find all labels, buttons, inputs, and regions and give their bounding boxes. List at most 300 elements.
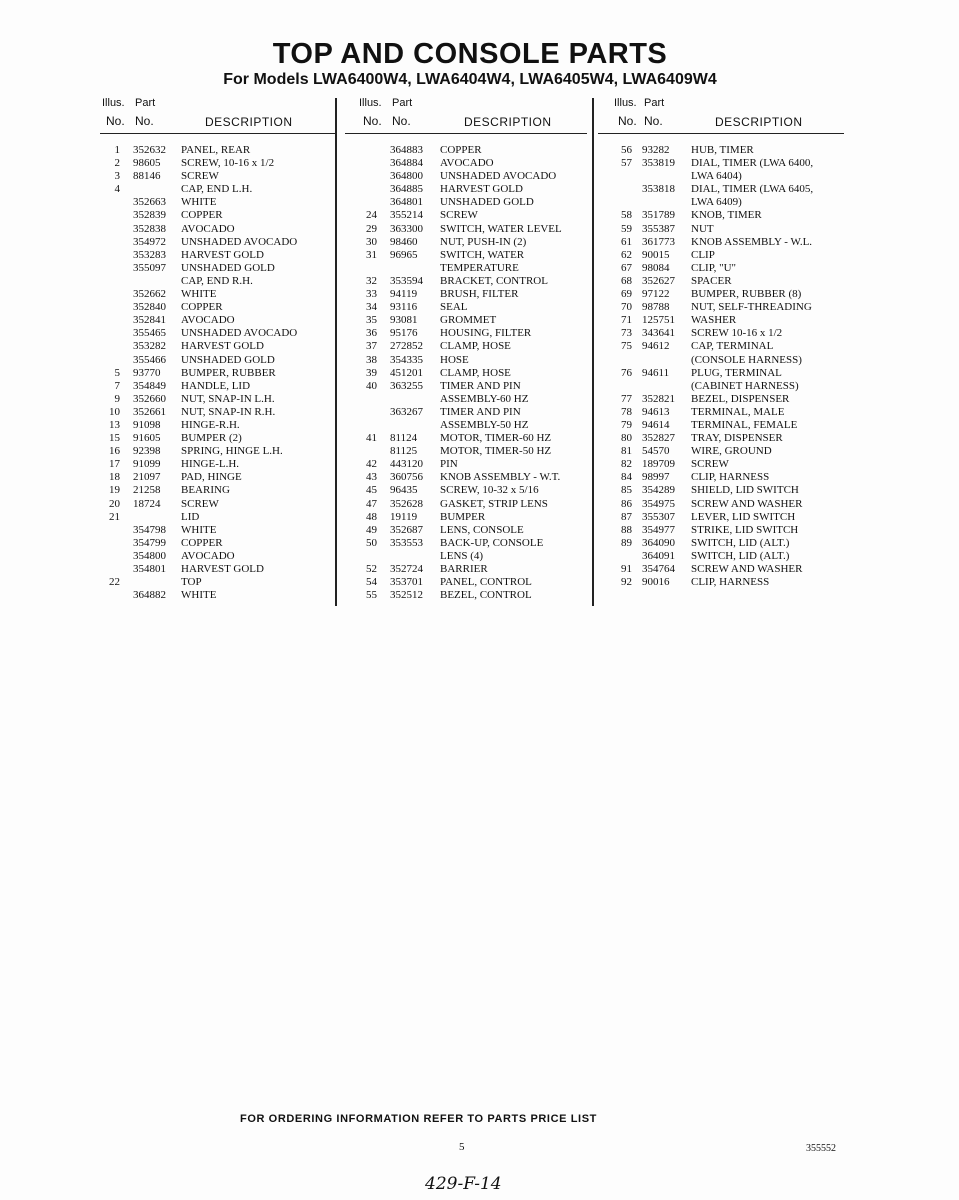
part-label: Part: [392, 97, 413, 109]
table-row: [345, 484, 587, 497]
table-row: [345, 563, 587, 576]
table-row: [598, 249, 844, 262]
illus-number: 58: [621, 209, 632, 222]
part-description: HINGE-R.H.: [181, 418, 240, 431]
illus-number: 80: [621, 432, 632, 445]
part-number: 98605: [133, 157, 161, 170]
part-number: 91605: [133, 432, 161, 445]
part-number: 352841: [133, 314, 166, 327]
page-title: TOP AND CONSOLE PARTS: [272, 38, 668, 70]
part-description: CLAMP, HOSE: [440, 366, 511, 379]
part-number: 353282: [133, 340, 166, 353]
table-row: [345, 511, 587, 524]
illus-number: 41: [366, 432, 377, 445]
table-row: [345, 209, 587, 222]
part-description: MOTOR, TIMER-50 HZ: [440, 445, 552, 458]
illus-number: 78: [621, 405, 632, 418]
table-row: [100, 236, 335, 249]
table-row: [345, 537, 587, 550]
table-row: [345, 301, 587, 314]
part-description: COPPER: [181, 209, 223, 222]
part-description: BUMPER, RUBBER (8): [691, 288, 802, 301]
illus-number: 2: [114, 157, 120, 170]
part-number: 189709: [642, 458, 675, 471]
part-description: BRACKET, CONTROL: [440, 274, 548, 287]
part-description: SCREW, 10-16 x 1/2: [181, 157, 275, 170]
column-divider: [335, 98, 337, 606]
table-row: [345, 288, 587, 301]
part-number: 90015: [642, 248, 670, 261]
illus-number: 1: [114, 144, 120, 156]
part-description: NUT, SELF-THREADING: [691, 301, 812, 314]
table-row: [598, 524, 844, 537]
illus-number: 77: [621, 392, 632, 405]
part-description: HARVEST GOLD: [181, 563, 264, 575]
illus-number: 71: [621, 314, 632, 327]
illus-number: 68: [621, 274, 632, 287]
part-description: SWITCH, LID (ALT.): [691, 549, 790, 562]
part-number: 94614: [642, 418, 670, 431]
table-row: [100, 367, 335, 380]
illus-number: 13: [109, 418, 120, 431]
table-row: [345, 262, 587, 275]
part-description: GASKET, STRIP LENS: [440, 497, 548, 510]
part-description: LID: [181, 510, 200, 523]
illus-number: 84: [621, 471, 632, 484]
table-row: [100, 249, 335, 262]
part-description: CAP, TERMINAL: [691, 340, 774, 353]
part-description: UNSHADED GOLD: [181, 353, 275, 366]
part-number: 81124: [390, 432, 418, 445]
part-number: 54570: [642, 445, 670, 458]
table-row: [100, 511, 335, 524]
part-number: 93081: [390, 314, 418, 327]
part-number: 354335: [390, 353, 423, 366]
part-description: CAP, END L.H.: [181, 183, 253, 196]
table-row: [345, 196, 587, 209]
part-number: 364882: [133, 589, 166, 602]
part-description: WIRE, GROUND: [691, 445, 772, 458]
part-description: KNOB ASSEMBLY - W.T.: [440, 471, 561, 484]
table-row: [598, 419, 844, 432]
part-description: TOP: [181, 576, 202, 589]
table-row: [598, 288, 844, 301]
part-number: 21097: [133, 471, 161, 484]
table-row: [598, 196, 844, 209]
table-row: [598, 367, 844, 380]
part-number: 353283: [133, 248, 166, 261]
part-number: 352512: [390, 589, 423, 602]
part-number: 352627: [642, 274, 675, 287]
table-row: [345, 314, 587, 327]
illus-number: 70: [621, 301, 632, 314]
part-description: WHITE: [181, 523, 217, 536]
part-description: HARVEST GOLD: [181, 248, 264, 261]
illus-number: 9: [114, 392, 120, 405]
table-row: [598, 327, 844, 340]
table-row: [345, 524, 587, 537]
table-row: [100, 550, 335, 563]
part-number: 18724: [133, 497, 161, 510]
part-number: 363300: [390, 222, 423, 235]
table-row: [345, 419, 587, 432]
illus-number: 19: [109, 484, 120, 497]
part-number: 91098: [133, 418, 161, 431]
part-description: SWITCH, WATER: [440, 248, 525, 261]
table-row: [100, 288, 335, 301]
table-row: [100, 406, 335, 419]
part-number: 93770: [133, 366, 161, 379]
part-description: AVOCADO: [440, 157, 494, 170]
table-row: [100, 170, 335, 183]
illus-number: 85: [621, 484, 632, 497]
part-description: KNOB, TIMER: [691, 209, 762, 222]
part-number: 272852: [390, 340, 423, 353]
part-description: CLIP: [691, 248, 715, 261]
table-row: [598, 576, 844, 589]
table-row: [100, 498, 335, 511]
illus-number: 86: [621, 497, 632, 510]
table-row: [100, 432, 335, 445]
part-description: SCREW AND WASHER: [691, 497, 803, 510]
table-row: [100, 223, 335, 236]
part-description: SWITCH, WATER LEVEL: [440, 222, 562, 235]
table-row: [100, 445, 335, 458]
illus-number: 24: [366, 209, 377, 222]
table-row: [100, 576, 335, 589]
part-number: 343641: [642, 327, 675, 340]
part-number: 354799: [133, 536, 166, 549]
illus-number: 91: [621, 563, 632, 575]
part-description: LWA 6409): [691, 196, 742, 209]
illus-number: 17: [109, 458, 120, 471]
illus-number: 62: [621, 248, 632, 261]
illus-number: 73: [621, 327, 632, 340]
table-row: [598, 209, 844, 222]
illus-number: 79: [621, 418, 632, 431]
illus-number: 39: [366, 366, 377, 379]
part-no-label: No.: [135, 114, 154, 128]
part-description: (CABINET HARNESS): [691, 379, 799, 392]
part-number: 90016: [642, 576, 670, 589]
part-description: CLIP, HARNESS: [691, 576, 770, 589]
part-number: 364801: [390, 196, 423, 209]
part-number: 94611: [642, 366, 670, 379]
table-row: [345, 458, 587, 471]
illus-no-label: No.: [363, 114, 382, 128]
part-number: 352827: [642, 432, 675, 445]
part-description: TERMINAL, MALE: [691, 405, 785, 418]
part-number: 354801: [133, 563, 166, 575]
part-label: Part: [644, 97, 665, 109]
part-number: 354972: [133, 235, 166, 248]
table-row: [345, 367, 587, 380]
table-row: [100, 275, 335, 288]
column-header: [100, 97, 335, 134]
part-description: STRIKE, LID SWITCH: [691, 523, 799, 536]
part-description: LEVER, LID SWITCH: [691, 510, 796, 523]
part-number: 352838: [133, 222, 166, 235]
part-number: 352821: [642, 392, 675, 405]
part-description: SHIELD, LID SWITCH: [691, 484, 799, 497]
part-number: 125751: [642, 314, 675, 327]
page-subtitle: For Models LWA6400W4, LWA6404W4, LWA6405W4, LWA6409W4: [223, 71, 717, 88]
illus-number: 38: [366, 353, 377, 366]
part-number: 443120: [390, 458, 423, 471]
illus-number: 61: [621, 235, 632, 248]
table-row: [100, 183, 335, 196]
part-number: 364884: [390, 157, 423, 170]
part-number: 355307: [642, 510, 675, 523]
table-row: [598, 223, 844, 236]
illus-number: 56: [621, 144, 632, 156]
table-row: [100, 301, 335, 314]
table-row: [598, 484, 844, 497]
table-row: [345, 223, 587, 236]
part-number: 94119: [390, 288, 418, 301]
part-description: WASHER: [691, 314, 737, 327]
illus-number: 18: [109, 471, 120, 484]
illus-number: 43: [366, 471, 377, 484]
part-number: 364885: [390, 183, 423, 196]
part-number: 355465: [133, 327, 166, 340]
illus-number: 3: [114, 170, 120, 183]
part-description: KNOB ASSEMBLY - W.L.: [691, 235, 813, 248]
table-row: [598, 563, 844, 576]
illus-number: 32: [366, 274, 377, 287]
part-description: PAD, HINGE: [181, 471, 242, 484]
column-header: [598, 97, 844, 134]
illus-number: 31: [366, 248, 377, 261]
part-description: WHITE: [181, 196, 217, 209]
part-number: 353594: [390, 274, 423, 287]
table-row: [100, 262, 335, 275]
part-no-label: No.: [644, 114, 663, 128]
part-number: 354849: [133, 379, 166, 392]
part-description: BUMPER: [440, 510, 486, 523]
part-number: 363255: [390, 379, 423, 392]
part-description: AVOCADO: [181, 314, 235, 327]
table-row: [345, 340, 587, 353]
part-description: BARRIER: [440, 563, 488, 575]
illus-number: 50: [366, 536, 377, 549]
part-description: HOUSING, FILTER: [440, 327, 532, 340]
table-row: [598, 340, 844, 353]
table-row: [598, 537, 844, 550]
illus-number: 82: [621, 458, 632, 471]
part-number: 352724: [390, 563, 423, 575]
table-row: [345, 236, 587, 249]
illus-number: 55: [366, 589, 377, 602]
part-number: 355097: [133, 261, 166, 274]
parts-column-3: [598, 97, 844, 589]
part-description: NUT: [691, 222, 714, 235]
table-row: [100, 458, 335, 471]
part-description: TIMER AND PIN: [440, 379, 521, 392]
part-description: LWA 6404): [691, 170, 742, 183]
part-description: UNSHADED AVOCADO: [181, 327, 298, 340]
part-description: DIAL, TIMER (LWA 6405,: [691, 183, 814, 196]
table-row: [100, 340, 335, 353]
illus-number: 45: [366, 484, 377, 497]
part-number: 451201: [390, 366, 423, 379]
part-number: 354764: [642, 563, 675, 575]
table-row: [598, 498, 844, 511]
part-number: 92398: [133, 445, 161, 458]
table-row: [345, 144, 587, 157]
part-number: 352663: [133, 196, 166, 209]
part-description: SWITCH, LID (ALT.): [691, 536, 790, 549]
illus-number: 36: [366, 327, 377, 340]
illus-number: 22: [109, 576, 120, 589]
table-row: [100, 524, 335, 537]
table-row: [598, 432, 844, 445]
part-description: PANEL, REAR: [181, 144, 251, 156]
table-row: [345, 471, 587, 484]
part-description: TEMPERATURE: [440, 261, 519, 274]
part-description: ASSEMBLY-50 HZ: [440, 418, 529, 431]
part-number: 354800: [133, 549, 166, 562]
illus-number: 47: [366, 497, 377, 510]
part-number: 354798: [133, 523, 166, 536]
part-description: COPPER: [440, 144, 482, 156]
part-number: 94612: [642, 340, 670, 353]
illus-number: 67: [621, 261, 632, 274]
part-number: 363267: [390, 405, 423, 418]
illus-label: Illus.: [102, 97, 125, 109]
illus-number: 87: [621, 510, 632, 523]
part-description: BEZEL, DISPENSER: [691, 392, 790, 405]
table-row: [598, 157, 844, 170]
part-number: 353818: [642, 183, 675, 196]
table-row: [345, 432, 587, 445]
table-row: [598, 550, 844, 563]
illus-number: 59: [621, 222, 632, 235]
part-number: 355387: [642, 222, 675, 235]
table-row: [598, 354, 844, 367]
part-number: 364883: [390, 144, 423, 156]
table-row: [598, 183, 844, 196]
table-row: [598, 275, 844, 288]
part-number: 96435: [390, 484, 418, 497]
illus-number: 89: [621, 536, 632, 549]
illus-number: 48: [366, 510, 377, 523]
table-row: [345, 380, 587, 393]
table-row: [100, 144, 335, 157]
part-number: 360756: [390, 471, 423, 484]
illus-number: 20: [109, 497, 120, 510]
table-row: [100, 537, 335, 550]
part-description: BUMPER, RUBBER: [181, 366, 276, 379]
part-number: 96965: [390, 248, 418, 261]
table-row: [345, 589, 587, 602]
part-description: UNSHADED AVOCADO: [440, 170, 557, 183]
part-description: AVOCADO: [181, 222, 235, 235]
part-description: AVOCADO: [181, 549, 235, 562]
table-row: [100, 393, 335, 406]
illus-number: 35: [366, 314, 377, 327]
part-number: 354977: [642, 523, 675, 536]
part-number: 352687: [390, 523, 423, 536]
part-description: HARVEST GOLD: [440, 183, 523, 196]
part-number: 352839: [133, 209, 166, 222]
illus-number: 37: [366, 340, 377, 353]
table-row: [100, 209, 335, 222]
illus-label: Illus.: [359, 97, 382, 109]
table-row: [345, 157, 587, 170]
table-row: [345, 275, 587, 288]
part-description: PLUG, TERMINAL: [691, 366, 782, 379]
table-row: [345, 249, 587, 262]
part-number: 91099: [133, 458, 161, 471]
part-description: PIN: [440, 458, 458, 471]
table-row: [100, 563, 335, 576]
part-number: 364091: [642, 549, 675, 562]
column-divider: [592, 98, 594, 606]
illus-number: 34: [366, 301, 377, 314]
part-number: 98997: [642, 471, 670, 484]
table-row: [598, 406, 844, 419]
description-label: DESCRIPTION: [715, 115, 803, 129]
part-no-label: No.: [392, 114, 411, 128]
part-description: GROMMET: [440, 314, 497, 327]
illus-number: 88: [621, 523, 632, 536]
table-row: [345, 354, 587, 367]
table-row: [100, 589, 335, 602]
illus-number: 30: [366, 235, 377, 248]
ordering-info-footer: FOR ORDERING INFORMATION REFER TO PARTS PRICE LIST: [240, 1113, 597, 1125]
table-row: [345, 406, 587, 419]
part-description: NUT, PUSH-IN (2): [440, 235, 527, 248]
illus-number: 42: [366, 458, 377, 471]
part-description: NUT, SNAP-IN L.H.: [181, 392, 275, 405]
table-row: [345, 170, 587, 183]
table-row: [100, 419, 335, 432]
table-row: [598, 445, 844, 458]
part-description: UNSHADED GOLD: [181, 261, 275, 274]
part-description: HINGE-L.H.: [181, 458, 240, 471]
part-number: 93282: [642, 144, 670, 156]
part-number: 355466: [133, 353, 166, 366]
part-number: 353819: [642, 157, 675, 170]
part-description: BUMPER (2): [181, 432, 242, 445]
part-number: 94613: [642, 405, 670, 418]
table-row: [345, 550, 587, 563]
illus-number: 57: [621, 157, 632, 170]
part-description: WHITE: [181, 288, 217, 301]
page-number: 5: [459, 1141, 465, 1153]
part-number: 354975: [642, 497, 675, 510]
part-number: 97122: [642, 288, 670, 301]
part-description: CLIP, "U": [691, 261, 737, 274]
part-description: SPACER: [691, 274, 732, 287]
part-description: SCREW: [691, 458, 729, 471]
part-number: 352840: [133, 301, 166, 314]
part-number: 98788: [642, 301, 670, 314]
document-number: 355552: [806, 1143, 836, 1154]
illus-number: 16: [109, 445, 120, 458]
table-row: [100, 471, 335, 484]
table-row: [598, 301, 844, 314]
illus-number: 49: [366, 523, 377, 536]
part-number: 361773: [642, 235, 675, 248]
part-description: SCREW AND WASHER: [691, 563, 803, 575]
part-description: CAP, END R.H.: [181, 274, 253, 287]
table-row: [345, 576, 587, 589]
part-description: COPPER: [181, 301, 223, 314]
part-description: PANEL, CONTROL: [440, 576, 532, 589]
table-row: [598, 144, 844, 157]
